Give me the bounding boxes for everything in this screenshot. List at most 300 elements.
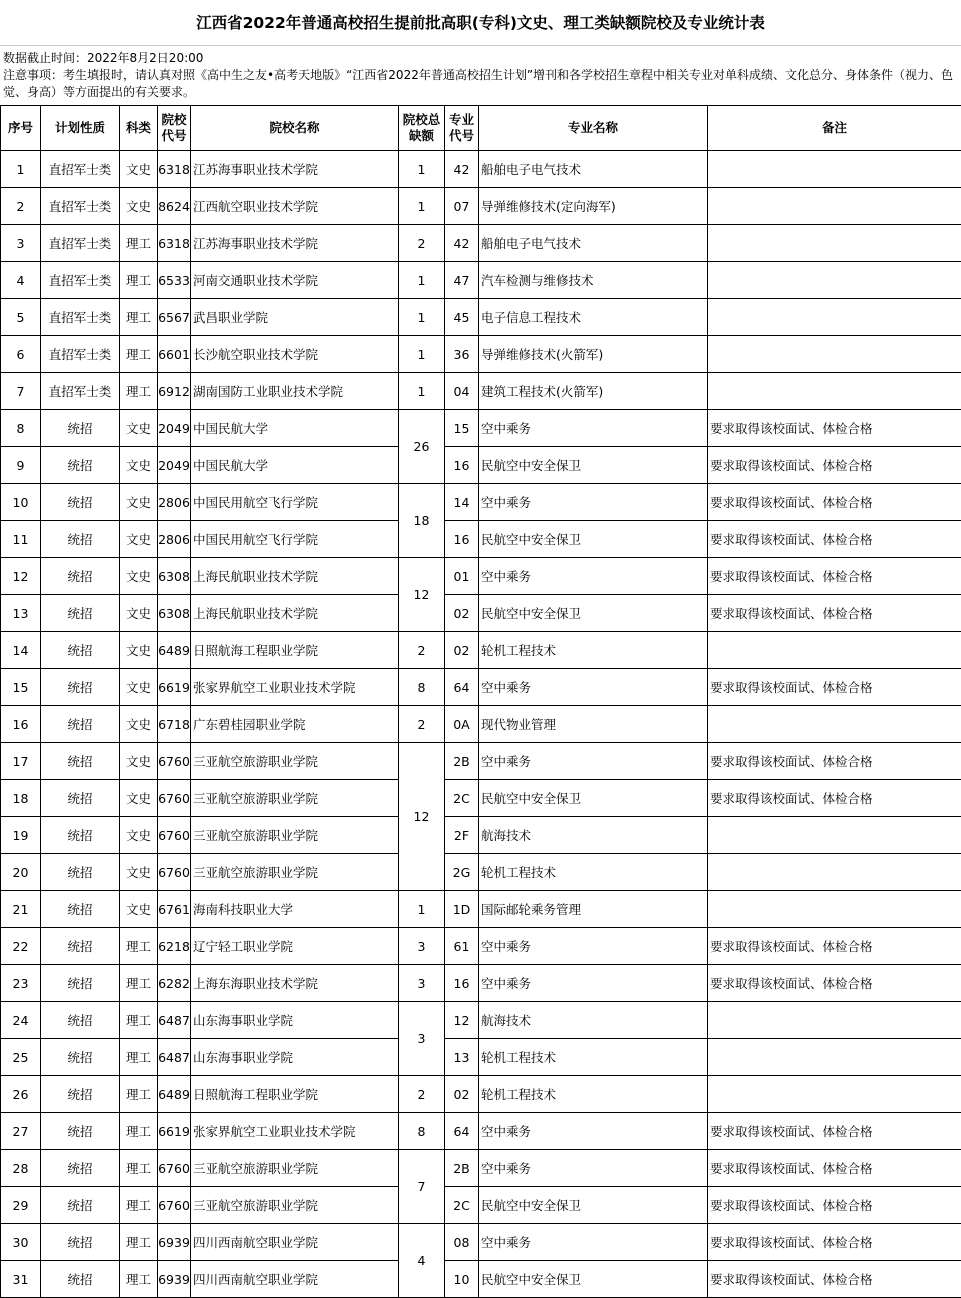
page-title: 江西省2022年普通高校招生提前批高职(专科)文史、理工类缺额院校及专业统计表 xyxy=(0,0,961,46)
cell-subject: 文史 xyxy=(120,669,158,706)
cell-major-name: 空中乘务 xyxy=(479,484,708,521)
cell-remark: 要求取得该校面试、体检合格 xyxy=(708,410,961,447)
cell-seq: 12 xyxy=(1,558,41,595)
cell-seq: 8 xyxy=(1,410,41,447)
cell-plan-type: 直招军士类 xyxy=(41,373,120,410)
table-row xyxy=(1,225,961,262)
cell-school-total: 3 xyxy=(399,1002,445,1076)
cell-major-name: 轮机工程技术 xyxy=(479,1076,708,1113)
cell-school-code: 6601 xyxy=(158,336,191,373)
cell-plan-type: 统招 xyxy=(41,1113,120,1150)
table-row xyxy=(1,1150,961,1187)
table-row xyxy=(1,965,961,1002)
cell-major-name: 空中乘务 xyxy=(479,1113,708,1150)
cell-subject: 理工 xyxy=(120,225,158,262)
notice-text: 注意事项：考生填报时，请认真对照《高中生之友•高考天地版》“江西省2022年普通高校招生计划”增刊和各学校招生章程中相关专业对单科成绩、文化总分、身体条件（视力、色觉、身高）等方面提出的有关要求。 xyxy=(3,68,954,99)
cell-major-name: 国际邮轮乘务管理 xyxy=(479,891,708,928)
cell-major-name: 导弹维修技术(定向海军) xyxy=(479,188,708,225)
cell-seq: 31 xyxy=(1,1261,41,1298)
cell-remark xyxy=(708,632,961,669)
table-row xyxy=(1,484,961,521)
cell-seq: 3 xyxy=(1,225,41,262)
cell-major-name: 建筑工程技术(火箭军) xyxy=(479,373,708,410)
cell-school-name: 山东海事职业学院 xyxy=(191,1039,399,1076)
cell-major-code: 08 xyxy=(445,1224,479,1261)
cell-plan-type: 统招 xyxy=(41,521,120,558)
cell-plan-type: 统招 xyxy=(41,447,120,484)
cell-major-name: 电子信息工程技术 xyxy=(479,299,708,336)
cell-major-code: 04 xyxy=(445,373,479,410)
cell-school-code: 6761 xyxy=(158,891,191,928)
cell-school-name: 三亚航空旅游职业学院 xyxy=(191,743,399,780)
cell-major-code: 16 xyxy=(445,447,479,484)
header-school-code: 院校代号 xyxy=(158,106,191,151)
cell-remark: 要求取得该校面试、体检合格 xyxy=(708,484,961,521)
cell-subject: 文史 xyxy=(120,410,158,447)
table-row xyxy=(1,1187,961,1224)
cell-plan-type: 统招 xyxy=(41,706,120,743)
cell-school-name: 上海民航职业技术学院 xyxy=(191,558,399,595)
cell-subject: 文史 xyxy=(120,558,158,595)
cell-major-code: 64 xyxy=(445,1113,479,1150)
cell-major-code: 2B xyxy=(445,743,479,780)
cell-plan-type: 直招军士类 xyxy=(41,262,120,299)
cell-remark xyxy=(708,373,961,410)
cell-school-total: 12 xyxy=(399,558,445,632)
cell-plan-type: 统招 xyxy=(41,1224,120,1261)
cell-school-name: 日照航海工程职业学院 xyxy=(191,1076,399,1113)
cell-school-total: 8 xyxy=(399,669,445,706)
cell-major-code: 2G xyxy=(445,854,479,891)
cell-school-total: 1 xyxy=(399,373,445,410)
cell-seq: 24 xyxy=(1,1002,41,1039)
table-row xyxy=(1,299,961,336)
cell-seq: 9 xyxy=(1,447,41,484)
cell-school-name: 长沙航空职业技术学院 xyxy=(191,336,399,373)
table-row xyxy=(1,928,961,965)
cell-subject: 文史 xyxy=(120,743,158,780)
cell-major-code: 14 xyxy=(445,484,479,521)
cell-remark xyxy=(708,151,961,188)
cell-subject: 理工 xyxy=(120,299,158,336)
cell-school-name: 上海东海职业技术学院 xyxy=(191,965,399,1002)
cell-school-code: 6308 xyxy=(158,595,191,632)
cell-school-code: 6939 xyxy=(158,1261,191,1298)
cell-remark xyxy=(708,706,961,743)
cell-school-total: 26 xyxy=(399,410,445,484)
cell-plan-type: 统招 xyxy=(41,891,120,928)
cell-subject: 文史 xyxy=(120,595,158,632)
cell-school-code: 6318 xyxy=(158,225,191,262)
cell-school-code: 6308 xyxy=(158,558,191,595)
cell-major-code: 15 xyxy=(445,410,479,447)
cell-subject: 文史 xyxy=(120,891,158,928)
cell-subject: 文史 xyxy=(120,632,158,669)
cell-seq: 14 xyxy=(1,632,41,669)
table-row xyxy=(1,1002,961,1039)
cell-seq: 20 xyxy=(1,854,41,891)
cell-plan-type: 统招 xyxy=(41,595,120,632)
table-row xyxy=(1,891,961,928)
cell-school-total: 3 xyxy=(399,928,445,965)
table-row xyxy=(1,1224,961,1261)
cell-subject: 理工 xyxy=(120,965,158,1002)
cell-plan-type: 统招 xyxy=(41,854,120,891)
cell-school-code: 6939 xyxy=(158,1224,191,1261)
table-row xyxy=(1,373,961,410)
cell-school-code: 6282 xyxy=(158,965,191,1002)
cell-school-code: 6912 xyxy=(158,373,191,410)
cell-school-code: 6487 xyxy=(158,1039,191,1076)
cell-major-name: 空中乘务 xyxy=(479,1224,708,1261)
cell-school-name: 中国民航大学 xyxy=(191,447,399,484)
cell-subject: 文史 xyxy=(120,484,158,521)
cell-plan-type: 统招 xyxy=(41,632,120,669)
cell-seq: 6 xyxy=(1,336,41,373)
cell-school-name: 江苏海事职业技术学院 xyxy=(191,151,399,188)
cell-seq: 18 xyxy=(1,780,41,817)
cell-remark: 要求取得该校面试、体检合格 xyxy=(708,928,961,965)
table-row xyxy=(1,262,961,299)
cell-major-code: 16 xyxy=(445,965,479,1002)
cell-major-code: 0A xyxy=(445,706,479,743)
cell-school-total: 12 xyxy=(399,743,445,891)
cell-seq: 7 xyxy=(1,373,41,410)
cell-subject: 理工 xyxy=(120,262,158,299)
cell-school-name: 三亚航空旅游职业学院 xyxy=(191,854,399,891)
cell-school-name: 四川西南航空职业学院 xyxy=(191,1224,399,1261)
cell-seq: 2 xyxy=(1,188,41,225)
cell-school-name: 辽宁轻工职业学院 xyxy=(191,928,399,965)
cell-remark xyxy=(708,1076,961,1113)
cell-subject: 理工 xyxy=(120,1187,158,1224)
cell-plan-type: 直招军士类 xyxy=(41,336,120,373)
cell-major-code: 02 xyxy=(445,1076,479,1113)
cell-school-name: 张家界航空工业职业技术学院 xyxy=(191,669,399,706)
cell-school-name: 武昌职业学院 xyxy=(191,299,399,336)
cell-major-code: 02 xyxy=(445,632,479,669)
cell-subject: 理工 xyxy=(120,1113,158,1150)
cell-plan-type: 统招 xyxy=(41,1039,120,1076)
cell-subject: 文史 xyxy=(120,780,158,817)
cell-plan-type: 统招 xyxy=(41,1150,120,1187)
table-row xyxy=(1,558,961,595)
cell-remark: 要求取得该校面试、体检合格 xyxy=(708,669,961,706)
cell-major-name: 空中乘务 xyxy=(479,743,708,780)
cell-major-code: 16 xyxy=(445,521,479,558)
cell-subject: 文史 xyxy=(120,706,158,743)
cell-plan-type: 统招 xyxy=(41,965,120,1002)
table-row xyxy=(1,780,961,817)
cell-seq: 29 xyxy=(1,1187,41,1224)
cell-school-code: 6619 xyxy=(158,669,191,706)
cell-major-name: 空中乘务 xyxy=(479,410,708,447)
table-row xyxy=(1,521,961,558)
cell-major-code: 1D xyxy=(445,891,479,928)
table-row xyxy=(1,1261,961,1298)
table-row xyxy=(1,1113,961,1150)
table-row xyxy=(1,1039,961,1076)
table-row xyxy=(1,669,961,706)
cell-school-code: 2049 xyxy=(158,447,191,484)
table-row xyxy=(1,854,961,891)
cell-plan-type: 直招军士类 xyxy=(41,225,120,262)
cell-school-name: 上海民航职业技术学院 xyxy=(191,595,399,632)
cell-plan-type: 直招军士类 xyxy=(41,188,120,225)
cell-major-code: 2C xyxy=(445,1187,479,1224)
cell-school-name: 中国民用航空飞行学院 xyxy=(191,521,399,558)
cell-school-code: 2806 xyxy=(158,521,191,558)
cell-major-name: 民航空中安全保卫 xyxy=(479,780,708,817)
cell-subject: 文史 xyxy=(120,188,158,225)
cell-subject: 理工 xyxy=(120,1002,158,1039)
cell-school-name: 江西航空职业技术学院 xyxy=(191,188,399,225)
cell-school-name: 河南交通职业技术学院 xyxy=(191,262,399,299)
cell-plan-type: 统招 xyxy=(41,928,120,965)
cell-seq: 26 xyxy=(1,1076,41,1113)
cell-school-name: 四川西南航空职业学院 xyxy=(191,1261,399,1298)
cell-seq: 10 xyxy=(1,484,41,521)
cell-school-name: 三亚航空旅游职业学院 xyxy=(191,780,399,817)
cell-major-code: 2C xyxy=(445,780,479,817)
cell-major-name: 轮机工程技术 xyxy=(479,1039,708,1076)
cell-school-total: 18 xyxy=(399,484,445,558)
cell-major-name: 轮机工程技术 xyxy=(479,632,708,669)
cell-subject: 理工 xyxy=(120,1261,158,1298)
cell-seq: 22 xyxy=(1,928,41,965)
cell-subject: 文史 xyxy=(120,854,158,891)
table-row xyxy=(1,151,961,188)
cell-seq: 4 xyxy=(1,262,41,299)
cell-plan-type: 统招 xyxy=(41,484,120,521)
cell-seq: 11 xyxy=(1,521,41,558)
cell-plan-type: 统招 xyxy=(41,817,120,854)
cell-school-code: 6318 xyxy=(158,151,191,188)
cell-remark: 要求取得该校面试、体检合格 xyxy=(708,521,961,558)
data-deadline: 数据截止时间：2022年8月2日20:00 xyxy=(3,51,204,65)
cell-major-name: 空中乘务 xyxy=(479,928,708,965)
cell-major-code: 02 xyxy=(445,595,479,632)
cell-plan-type: 统招 xyxy=(41,1076,120,1113)
cell-remark xyxy=(708,225,961,262)
cell-remark: 要求取得该校面试、体检合格 xyxy=(708,447,961,484)
cell-plan-type: 统招 xyxy=(41,1261,120,1298)
cell-remark xyxy=(708,817,961,854)
cell-subject: 理工 xyxy=(120,1150,158,1187)
table-row xyxy=(1,632,961,669)
header-subject: 科类 xyxy=(120,106,158,151)
cell-remark: 要求取得该校面试、体检合格 xyxy=(708,1224,961,1261)
table-row xyxy=(1,410,961,447)
cell-remark: 要求取得该校面试、体检合格 xyxy=(708,1113,961,1150)
cell-plan-type: 直招军士类 xyxy=(41,151,120,188)
header-school-total: 院校总缺额 xyxy=(399,106,445,151)
cell-seq: 21 xyxy=(1,891,41,928)
cell-major-name: 民航空中安全保卫 xyxy=(479,521,708,558)
cell-school-code: 6760 xyxy=(158,817,191,854)
cell-subject: 文史 xyxy=(120,817,158,854)
cell-seq: 30 xyxy=(1,1224,41,1261)
cell-major-name: 航海技术 xyxy=(479,1002,708,1039)
cell-major-code: 10 xyxy=(445,1261,479,1298)
cell-school-total: 8 xyxy=(399,1113,445,1150)
cell-school-total: 2 xyxy=(399,225,445,262)
cell-remark xyxy=(708,299,961,336)
cell-remark xyxy=(708,188,961,225)
cell-seq: 25 xyxy=(1,1039,41,1076)
header-remark: 备注 xyxy=(708,106,961,151)
cell-subject: 文史 xyxy=(120,447,158,484)
cell-plan-type: 统招 xyxy=(41,780,120,817)
cell-major-name: 空中乘务 xyxy=(479,558,708,595)
cell-major-code: 13 xyxy=(445,1039,479,1076)
cell-school-name: 日照航海工程职业学院 xyxy=(191,632,399,669)
cell-school-name: 中国民航大学 xyxy=(191,410,399,447)
table-row xyxy=(1,447,961,484)
table-row xyxy=(1,817,961,854)
cell-school-name: 湖南国防工业职业技术学院 xyxy=(191,373,399,410)
cell-major-code: 61 xyxy=(445,928,479,965)
cell-remark: 要求取得该校面试、体检合格 xyxy=(708,558,961,595)
cell-major-name: 民航空中安全保卫 xyxy=(479,1261,708,1298)
cell-seq: 17 xyxy=(1,743,41,780)
cell-subject: 理工 xyxy=(120,336,158,373)
cell-major-code: 42 xyxy=(445,151,479,188)
cell-remark xyxy=(708,336,961,373)
cell-school-total: 1 xyxy=(399,262,445,299)
table-row xyxy=(1,595,961,632)
cell-major-code: 45 xyxy=(445,299,479,336)
cell-major-name: 民航空中安全保卫 xyxy=(479,447,708,484)
table-row xyxy=(1,1076,961,1113)
cell-remark xyxy=(708,891,961,928)
cell-school-total: 2 xyxy=(399,1076,445,1113)
cell-remark xyxy=(708,262,961,299)
cell-remark: 要求取得该校面试、体检合格 xyxy=(708,1261,961,1298)
cell-school-code: 2806 xyxy=(158,484,191,521)
cell-remark: 要求取得该校面试、体检合格 xyxy=(708,743,961,780)
cell-school-code: 6487 xyxy=(158,1002,191,1039)
cell-remark: 要求取得该校面试、体检合格 xyxy=(708,595,961,632)
table-row xyxy=(1,743,961,780)
cell-school-total: 1 xyxy=(399,299,445,336)
cell-major-name: 民航空中安全保卫 xyxy=(479,1187,708,1224)
cell-major-code: 12 xyxy=(445,1002,479,1039)
cell-major-name: 空中乘务 xyxy=(479,965,708,1002)
table-row xyxy=(1,188,961,225)
cell-school-code: 6760 xyxy=(158,780,191,817)
cell-seq: 23 xyxy=(1,965,41,1002)
cell-school-total: 3 xyxy=(399,965,445,1002)
cell-subject: 文史 xyxy=(120,151,158,188)
table-body xyxy=(1,151,961,1298)
cell-seq: 5 xyxy=(1,299,41,336)
cell-major-code: 47 xyxy=(445,262,479,299)
cell-plan-type: 统招 xyxy=(41,743,120,780)
header-plan-type: 计划性质 xyxy=(41,106,120,151)
cell-subject: 理工 xyxy=(120,1224,158,1261)
cell-remark xyxy=(708,1002,961,1039)
cell-school-name: 广东碧桂园职业学院 xyxy=(191,706,399,743)
header-major-name: 专业名称 xyxy=(479,106,708,151)
cell-school-name: 三亚航空旅游职业学院 xyxy=(191,1150,399,1187)
cell-seq: 13 xyxy=(1,595,41,632)
cell-school-code: 6760 xyxy=(158,743,191,780)
cell-school-code: 6567 xyxy=(158,299,191,336)
cell-school-total: 1 xyxy=(399,188,445,225)
cell-school-code: 6760 xyxy=(158,1150,191,1187)
cell-major-name: 空中乘务 xyxy=(479,1150,708,1187)
cell-school-code: 6760 xyxy=(158,1187,191,1224)
cell-school-code: 2049 xyxy=(158,410,191,447)
cell-subject: 文史 xyxy=(120,521,158,558)
cell-seq: 19 xyxy=(1,817,41,854)
header-row xyxy=(1,106,961,151)
cell-school-name: 山东海事职业学院 xyxy=(191,1002,399,1039)
cell-seq: 16 xyxy=(1,706,41,743)
cell-school-code: 6619 xyxy=(158,1113,191,1150)
cell-major-code: 01 xyxy=(445,558,479,595)
cell-plan-type: 直招军士类 xyxy=(41,299,120,336)
cell-school-total: 2 xyxy=(399,632,445,669)
cell-remark: 要求取得该校面试、体检合格 xyxy=(708,780,961,817)
cell-school-code: 6533 xyxy=(158,262,191,299)
cell-school-total: 7 xyxy=(399,1150,445,1224)
cell-subject: 理工 xyxy=(120,1039,158,1076)
cell-major-code: 07 xyxy=(445,188,479,225)
cell-major-name: 船舶电子电气技术 xyxy=(479,225,708,262)
cell-school-code: 6489 xyxy=(158,1076,191,1113)
cell-major-code: 2B xyxy=(445,1150,479,1187)
cell-school-name: 中国民用航空飞行学院 xyxy=(191,484,399,521)
cell-school-total: 1 xyxy=(399,336,445,373)
cell-plan-type: 统招 xyxy=(41,410,120,447)
header-major-code: 专业代号 xyxy=(445,106,479,151)
cell-school-code: 6489 xyxy=(158,632,191,669)
vacancy-table xyxy=(0,105,961,1298)
cell-remark xyxy=(708,854,961,891)
cell-major-name: 空中乘务 xyxy=(479,669,708,706)
cell-major-code: 64 xyxy=(445,669,479,706)
table-row xyxy=(1,706,961,743)
cell-major-name: 航海技术 xyxy=(479,817,708,854)
cell-school-total: 1 xyxy=(399,891,445,928)
cell-school-total: 1 xyxy=(399,151,445,188)
cell-plan-type: 统招 xyxy=(41,1187,120,1224)
cell-major-name: 现代物业管理 xyxy=(479,706,708,743)
cell-plan-type: 统招 xyxy=(41,669,120,706)
cell-school-name: 海南科技职业大学 xyxy=(191,891,399,928)
cell-major-code: 42 xyxy=(445,225,479,262)
cell-seq: 15 xyxy=(1,669,41,706)
cell-subject: 理工 xyxy=(120,1076,158,1113)
cell-plan-type: 统招 xyxy=(41,1002,120,1039)
table-row xyxy=(1,336,961,373)
header-school-name: 院校名称 xyxy=(191,106,399,151)
cell-major-name: 轮机工程技术 xyxy=(479,854,708,891)
cell-remark: 要求取得该校面试、体检合格 xyxy=(708,1187,961,1224)
cell-major-name: 汽车检测与维修技术 xyxy=(479,262,708,299)
cell-major-code: 2F xyxy=(445,817,479,854)
cell-school-name: 江苏海事职业技术学院 xyxy=(191,225,399,262)
cell-seq: 28 xyxy=(1,1150,41,1187)
header-seq: 序号 xyxy=(1,106,41,151)
cell-remark: 要求取得该校面试、体检合格 xyxy=(708,1150,961,1187)
cell-remark: 要求取得该校面试、体检合格 xyxy=(708,965,961,1002)
cell-seq: 27 xyxy=(1,1113,41,1150)
cell-plan-type: 统招 xyxy=(41,558,120,595)
cell-seq: 1 xyxy=(1,151,41,188)
